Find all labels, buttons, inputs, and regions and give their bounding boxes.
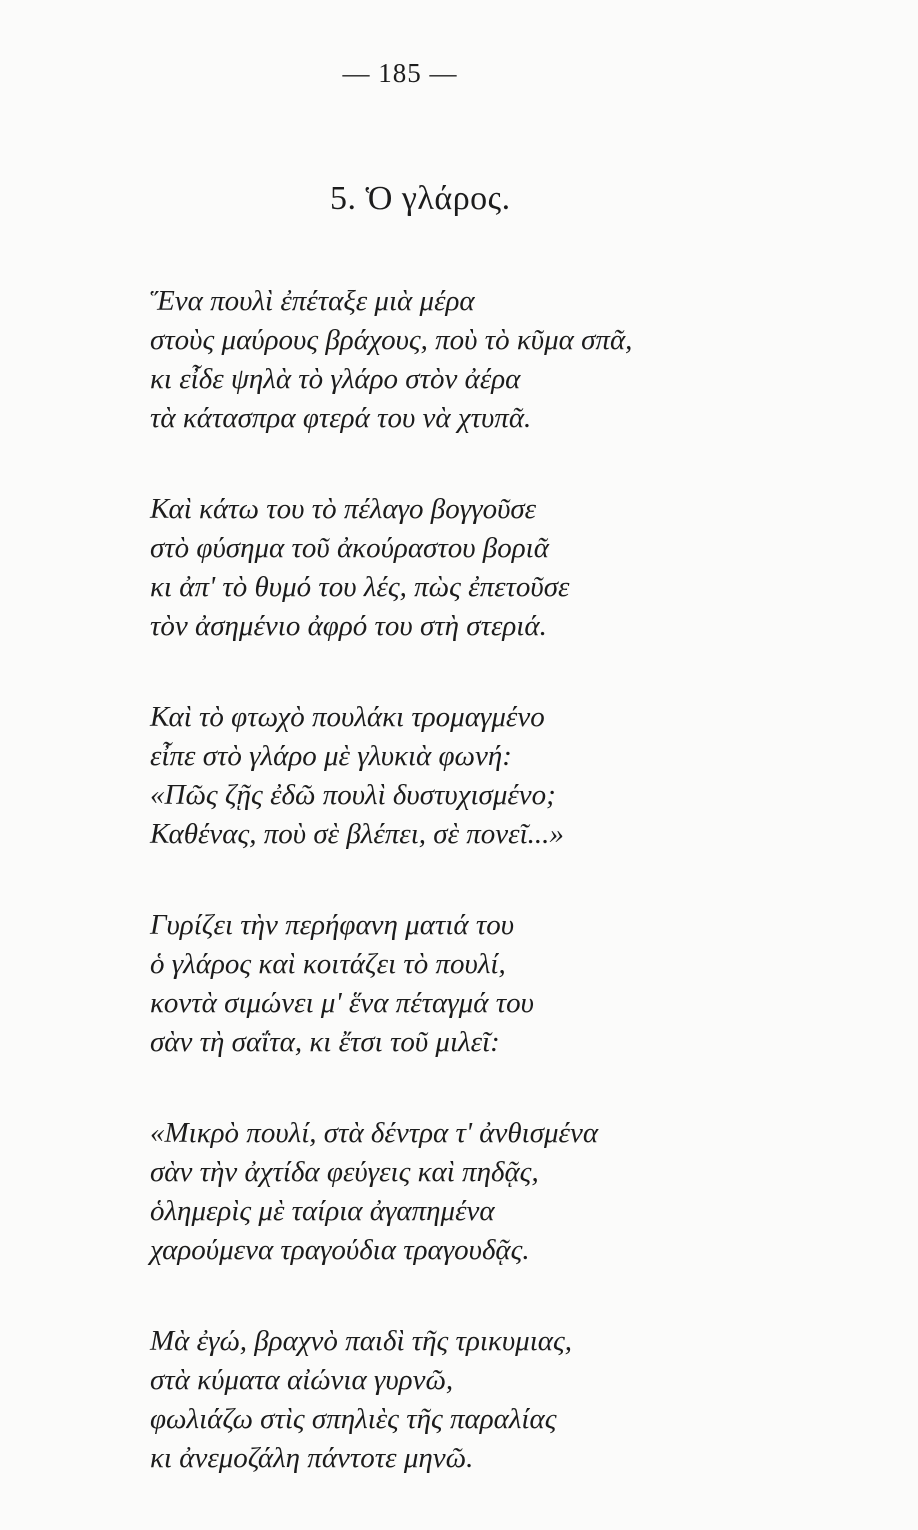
stanza-4 — [150, 906, 850, 1062]
poem-line: στὸ φύσημα τοῦ ἀκούραστου βοριᾶ — [150, 532, 549, 564]
stanza-2 — [150, 490, 850, 646]
poem-line: σὰν τὴ σαΐτα, κι ἔτσι τοῦ μιλεῖ: — [150, 1026, 500, 1058]
poem-line: κι ἀνεμοζάλη πάντοτε μηνῶ. — [150, 1442, 474, 1474]
poem-line: τὰ κάτασπρα φτερά του νὰ χτυπᾶ. — [150, 402, 532, 434]
poem-line: Ἕνα πουλὶ ἐπέταξε μιὰ μέρα — [150, 285, 475, 317]
stanza-1 — [150, 282, 850, 438]
poem-line: «Πῶς ζῇς ἐδῶ πουλὶ δυστυχισμένο; — [150, 779, 556, 811]
page-number: — 185 — — [342, 58, 458, 88]
poem-line: ὁλημερὶς μὲ ταίρια ἀγαπημένα — [150, 1195, 495, 1227]
poem-line: εἶπε στὸ γλάρο μὲ γλυκιὰ φωνή: — [150, 740, 512, 772]
poem-line: σὰν τὴν ἀχτίδα φεύγεις καὶ πηδᾷς, — [150, 1156, 539, 1188]
poem-line: Γυρίζει τὴν περήφανη ματιά του — [150, 909, 515, 941]
poem-line: κι εἶδε ψηλὰ τὸ γλάρο στὸν ἀέρα — [150, 363, 521, 395]
poem-line: Μὰ ἐγώ, βραχνὸ παιδὶ τῆς τρικυμιας, — [150, 1325, 573, 1357]
poem-line: Καὶ κάτω του τὸ πέλαγο βογγοῦσε — [150, 493, 537, 525]
stanza-5 — [150, 1114, 850, 1270]
poem-line: «Μικρὸ πουλί, στὰ δέντρα τ' ἀνθισμένα — [150, 1117, 599, 1149]
poem-line: ὁ γλάρος καὶ κοιτάζει τὸ πουλί, — [150, 948, 506, 980]
poem-line: Καὶ τὸ φτωχὸ πουλάκι τρομαγμένο — [150, 701, 545, 733]
poem-line: κι ἀπ' τὸ θυμό του λές, πὼς ἐπετοῦσε — [150, 571, 570, 603]
poem-body — [150, 282, 850, 1530]
poem-line: στοὺς μαύρους βράχους, ποὺ τὸ κῦμα σπᾶ, — [150, 324, 633, 356]
stanza-3 — [150, 698, 850, 854]
poem-title: 5. Ὁ γλάρος. — [330, 180, 511, 217]
poem-line: φωλιάζω στὶς σπηλιὲς τῆς παραλίας — [150, 1403, 557, 1435]
poem-line: Καθένας, ποὺ σὲ βλέπει, σὲ πονεῖ...» — [150, 818, 564, 850]
poem-line: κοντὰ σιμώνει μ' ἕνα πέταγμά του — [150, 987, 534, 1019]
stanza-6 — [150, 1322, 850, 1478]
poem-line: χαρούμενα τραγούδια τραγουδᾷς. — [150, 1234, 530, 1266]
poem-line: τὸν ἀσημένιο ἀφρό του στὴ στεριά. — [150, 610, 547, 642]
poem-line: στὰ κύματα αἰώνια γυρνῶ, — [150, 1364, 454, 1396]
